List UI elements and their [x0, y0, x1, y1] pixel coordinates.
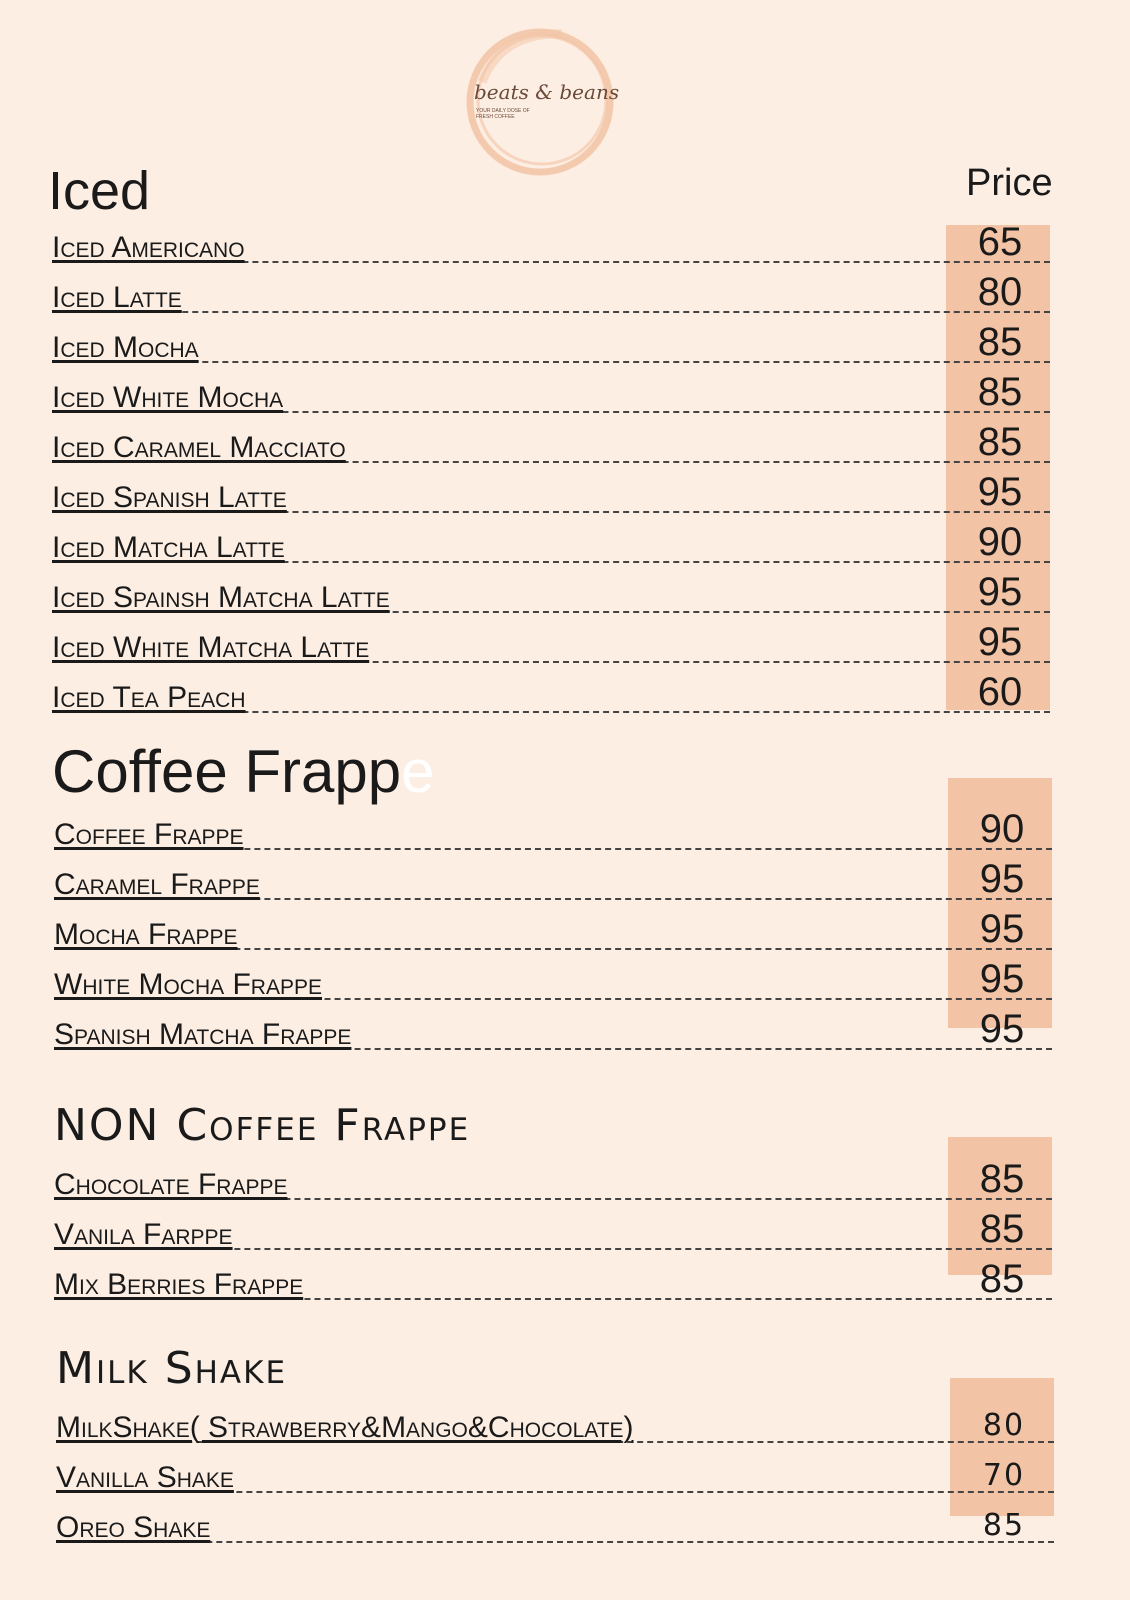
item-name: Iced Spanish Latte	[52, 481, 287, 514]
item-name: Spanish Matcha Frappe	[54, 1018, 352, 1051]
item-price: 95	[977, 620, 1023, 664]
menu-row	[54, 800, 1052, 850]
item-price: 95	[979, 1007, 1025, 1051]
item-price: 85	[979, 1257, 1025, 1301]
item-name: Vanilla Shake	[56, 1461, 234, 1494]
section-title-milk-shake: Milk Shake	[56, 1343, 288, 1394]
section-title-non-coffee-frappe: NON Coffee Frappe	[54, 1100, 471, 1151]
menu-row	[52, 313, 1050, 363]
item-name: Iced Mocha	[52, 331, 199, 364]
logo	[462, 22, 622, 182]
item-price: 90	[979, 807, 1025, 851]
item-price: 80	[977, 270, 1023, 314]
item-name: Mix Berries Frappe	[54, 1268, 304, 1301]
menu-row	[52, 363, 1050, 413]
item-name: Iced Tea Peach	[52, 681, 246, 714]
menu-row	[52, 563, 1050, 613]
logo-brand: beats & beans	[474, 80, 620, 104]
menu-row	[52, 613, 1050, 663]
item-name: Iced White Mocha	[52, 381, 284, 414]
item-price: 95	[977, 470, 1023, 514]
menu-row	[54, 1250, 1052, 1300]
menu-row	[56, 1493, 1054, 1543]
menu-row	[54, 1200, 1052, 1250]
item-price: 95	[979, 957, 1025, 1001]
price-header: Price	[966, 162, 1053, 204]
item-name: Oreo Shake	[56, 1511, 211, 1544]
item-name: Iced Caramel Macciato	[52, 431, 346, 464]
item-price: 95	[979, 907, 1025, 951]
menu-row	[52, 463, 1050, 513]
menu-row	[52, 413, 1050, 463]
menu-row	[54, 1000, 1052, 1050]
item-price: 85	[979, 1207, 1025, 1251]
item-name: Iced White Matcha Latte	[52, 631, 370, 664]
item-price: 85	[979, 1157, 1025, 1201]
menu-row	[52, 513, 1050, 563]
section-title-coffee-frappe-ghost: e	[401, 738, 435, 805]
menu-row	[54, 1150, 1052, 1200]
menu-row	[54, 900, 1052, 950]
item-name: Vanila Farppe	[54, 1218, 233, 1251]
item-price: 70	[982, 1458, 1026, 1493]
menu-row	[56, 1443, 1054, 1493]
item-name: Iced Latte	[52, 281, 182, 314]
item-name: Iced Spainsh Matcha Latte	[52, 581, 390, 614]
menu-row	[54, 950, 1052, 1000]
menu-row	[52, 213, 1050, 263]
item-price: 95	[979, 857, 1025, 901]
item-price: 95	[977, 570, 1023, 614]
menu-row	[56, 1393, 1054, 1443]
item-price: 60	[977, 670, 1023, 714]
item-name: Coffee Frappe	[54, 818, 244, 851]
item-name: Mocha Frappe	[54, 918, 238, 951]
item-price: 90	[977, 520, 1023, 564]
item-price: 65	[977, 220, 1023, 264]
item-name: Iced Americano	[52, 231, 245, 264]
item-name: MilkShake( Strawberry&Mango&Chocolate)	[56, 1411, 634, 1444]
item-name: Iced Matcha Latte	[52, 531, 285, 564]
item-name: White Mocha Frappe	[54, 968, 323, 1001]
item-price: 85	[982, 1508, 1026, 1543]
section-title-iced: Iced	[48, 161, 151, 221]
item-price: 85	[977, 420, 1023, 464]
item-price: 85	[977, 370, 1023, 414]
item-price: 80	[982, 1408, 1026, 1443]
menu-row	[52, 663, 1050, 713]
item-price: 85	[977, 320, 1023, 364]
item-name: Caramel Frappe	[54, 868, 260, 901]
logo-tagline: YOUR DAILY DOSE OF FRESH COFFEE	[476, 108, 530, 120]
section-title-coffee-frappe	[52, 737, 434, 806]
item-name: Chocolate Frappe	[54, 1168, 288, 1201]
menu-row	[54, 850, 1052, 900]
menu-row	[52, 263, 1050, 313]
section-title-coffee-frappe-text: Coffee Frapp	[52, 738, 402, 805]
